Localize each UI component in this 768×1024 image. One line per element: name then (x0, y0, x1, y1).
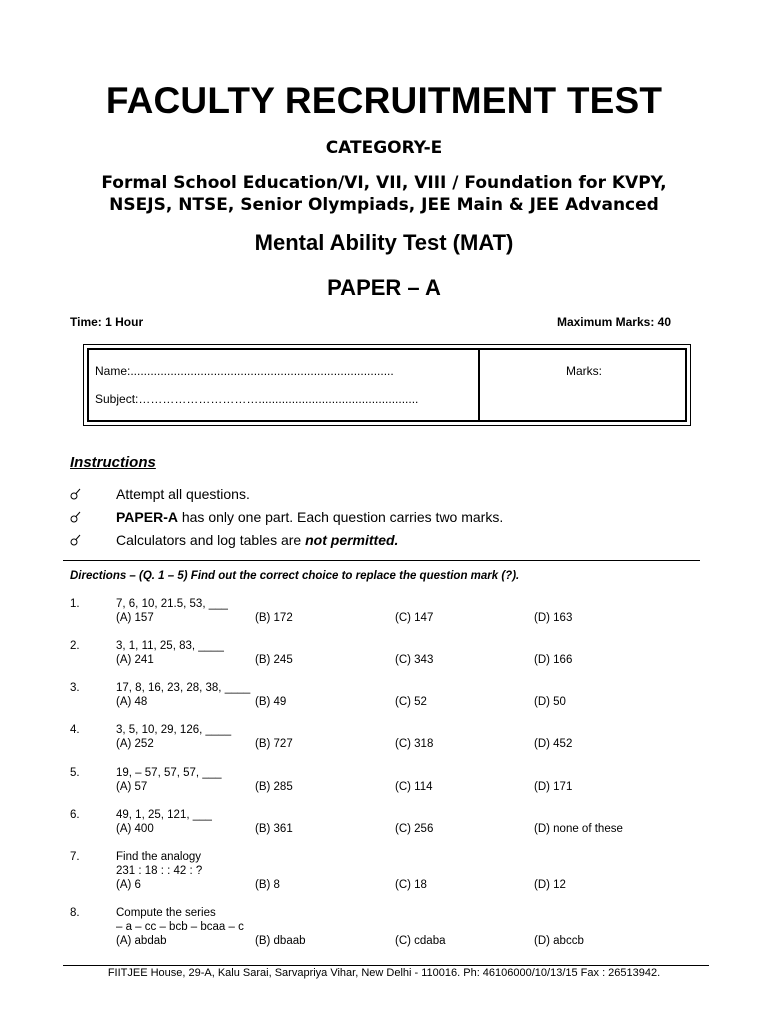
answer-option[interactable]: (B) 727 (255, 738, 293, 750)
answer-option[interactable]: (A) 57 (116, 781, 148, 793)
answer-option[interactable]: (C) 147 (395, 612, 434, 624)
answer-option[interactable]: (C) cdaba (395, 935, 446, 947)
question-text: 231 : 18 : : 42 : ? (116, 865, 203, 877)
instruction-bold: PAPER-A (116, 509, 178, 525)
instructions-heading: Instructions (70, 454, 156, 471)
answer-option[interactable]: (A) 6 (116, 879, 141, 891)
question-number: 5. (70, 767, 80, 779)
section-divider (63, 560, 700, 561)
answer-option[interactable]: (D) 50 (534, 696, 566, 708)
answer-option[interactable]: (B) 245 (255, 654, 293, 666)
details-right-cell (480, 350, 685, 420)
answer-option[interactable]: (B) 172 (255, 612, 293, 624)
answer-option[interactable]: (D) abccb (534, 935, 584, 947)
question-text: Find the analogy (116, 851, 202, 863)
answer-option[interactable]: (A) 252 (116, 738, 154, 750)
marks-field[interactable]: Marks: (566, 364, 602, 378)
answer-option[interactable]: (C) 114 (395, 781, 433, 793)
question-text: 49, 1, 25, 121, ___ (116, 809, 212, 821)
answer-option[interactable]: (B) dbaab (255, 935, 306, 947)
instruction-text: Attempt all questions. (116, 486, 250, 502)
answer-option[interactable]: (C) 18 (395, 879, 427, 891)
question-text: – a – cc – bcb – bcaa – c (116, 921, 244, 933)
instruction-emphasis: not permitted. (305, 532, 399, 548)
instruction-rest: has only one part. Each question carries two marks. (177, 509, 504, 525)
answer-option[interactable]: (B) 361 (255, 823, 293, 835)
answer-option[interactable]: (A) 400 (116, 823, 154, 835)
answer-option[interactable]: (C) 318 (395, 738, 434, 750)
course-description-line-1: Formal School Education/VI, VII, VIII / Foundation for KVPY, (101, 173, 667, 193)
question-text: 17, 8, 16, 23, 28, 38, ____ (116, 682, 251, 694)
instruction-plain: Calculators and log tables are (116, 532, 306, 548)
answer-option[interactable]: (B) 8 (255, 879, 280, 891)
question-text: 19, – 57, 57, 57, ___ (116, 767, 222, 779)
pen-bullet-icon (70, 533, 82, 547)
question-number: 2. (70, 640, 80, 652)
paper-label: PAPER – A (327, 275, 441, 300)
instruction-text (116, 509, 503, 525)
details-box (87, 348, 687, 422)
answer-option[interactable]: (C) 256 (395, 823, 434, 835)
answer-option[interactable]: (A) 48 (116, 696, 148, 708)
answer-option[interactable]: (B) 285 (255, 781, 293, 793)
question-number: 1. (70, 598, 80, 610)
course-description (0, 172, 768, 216)
footer-address: FIITJEE House, 29-A, Kalu Sarai, Sarvapriya Vihar, New Delhi - 110016. Ph: 46106000/10/13/15 Fax : 26513942. (107, 967, 661, 979)
time-label: Time: 1 Hour (70, 315, 144, 329)
question-text: 3, 5, 10, 29, 126, ____ (116, 724, 232, 736)
details-left-cell (89, 350, 480, 420)
directions-text: Directions – (Q. 1 – 5) Find out the correct choice to replace the question mark (?). (70, 570, 520, 582)
course-description-line-2: NSEJS, NTSE, Senior Olympiads, JEE Main & JEE Advanced (109, 195, 659, 215)
question-number: 4. (70, 724, 80, 736)
question-text: Compute the series (116, 907, 216, 919)
answer-option[interactable]: (A) 157 (116, 612, 154, 624)
answer-option[interactable]: (D) 166 (534, 654, 573, 666)
max-marks-label: Maximum Marks: 40 (556, 315, 671, 329)
answer-option[interactable]: (D) 12 (534, 879, 566, 891)
question-number: 8. (70, 907, 80, 919)
pen-bullet-icon (70, 510, 82, 524)
answer-option[interactable]: (C) 343 (395, 654, 434, 666)
question-text: 3, 1, 11, 25, 83, ____ (116, 640, 224, 652)
subject-field[interactable]: Subject:…………………………................................................ (95, 392, 419, 406)
name-field[interactable]: Name:............................................................................... (95, 364, 394, 378)
answer-option[interactable]: (D) 163 (534, 612, 573, 624)
question-text: 7, 6, 10, 21.5, 53, ___ (116, 598, 228, 610)
instruction-text (116, 532, 398, 548)
answer-option[interactable]: (B) 49 (255, 696, 287, 708)
question-number: 7. (70, 851, 80, 863)
answer-option[interactable]: (C) 52 (395, 696, 427, 708)
page-title: FACULTY RECRUITMENT TEST (105, 80, 663, 121)
answer-option[interactable]: (D) 452 (534, 738, 573, 750)
question-number: 6. (70, 809, 80, 821)
footer-divider (63, 965, 709, 966)
question-number: 3. (70, 682, 80, 694)
test-name: Mental Ability Test (MAT) (254, 230, 514, 255)
answer-option[interactable]: (D) none of these (534, 823, 623, 835)
pen-bullet-icon (70, 487, 82, 501)
answer-option[interactable]: (D) 171 (534, 781, 573, 793)
category-label: CATEGORY-E (325, 138, 443, 158)
answer-option[interactable]: (A) 241 (116, 654, 154, 666)
answer-option[interactable]: (A) abdab (116, 935, 167, 947)
